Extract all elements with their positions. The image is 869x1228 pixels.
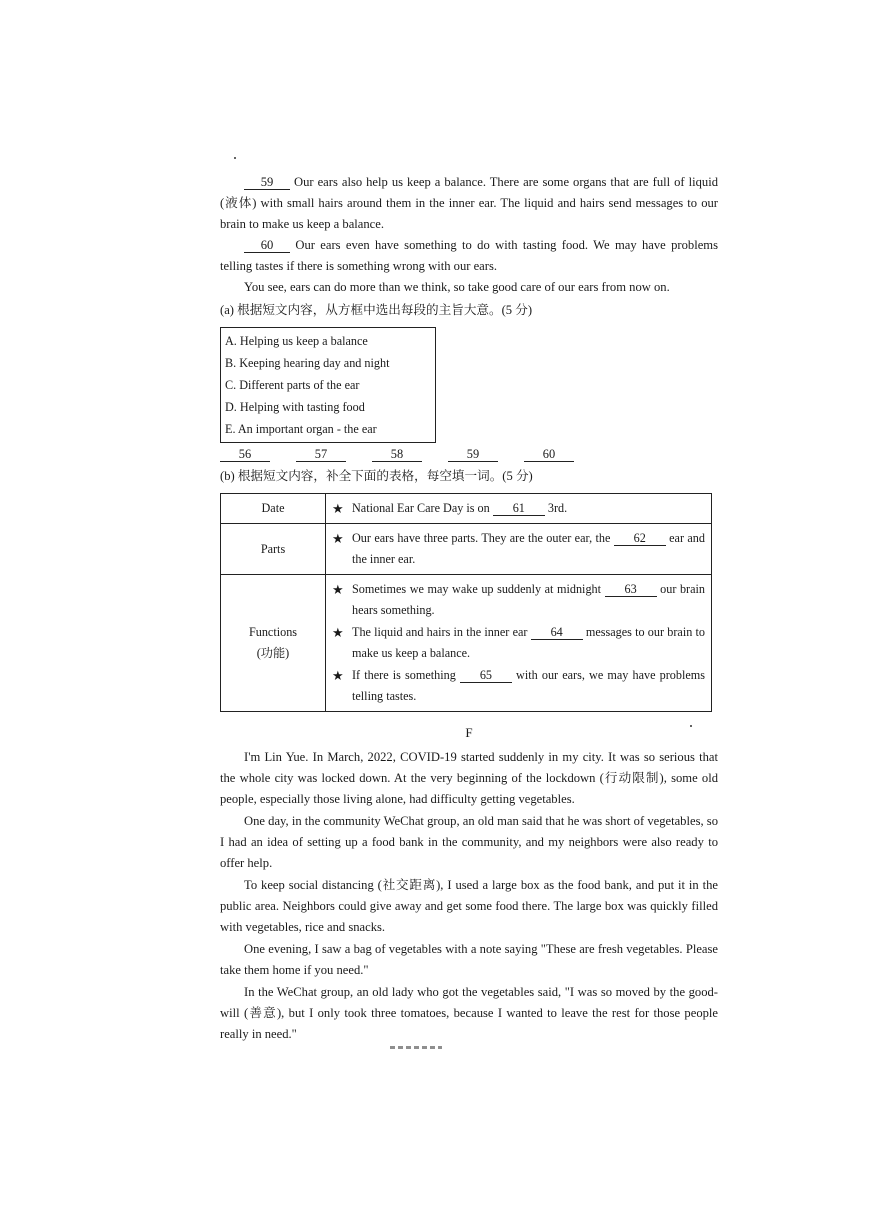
- blank-65[interactable]: 65: [460, 668, 512, 683]
- star-icon: ★: [332, 531, 344, 546]
- option-d: D. Helping with tasting food: [225, 400, 365, 414]
- answer-blanks: [220, 447, 718, 462]
- paragraph-60-text: Our ears even have something to do with tasting food. We may have problems telling tastes if there is something wrong with our ears.: [220, 238, 718, 273]
- row-label-date: Date: [221, 494, 326, 524]
- row-label-parts: Parts: [221, 524, 326, 575]
- paragraph-60: [220, 235, 718, 277]
- worksheet-page: [220, 172, 718, 1046]
- row-content-parts: ★ Our ears have three parts. They are the outer ear, the 62 ear and the inner ear.: [326, 524, 712, 575]
- blank-61[interactable]: 61: [493, 501, 545, 516]
- answer-blank-56[interactable]: 56: [220, 447, 270, 462]
- section-heading-f: F: [465, 725, 473, 740]
- option-c: C. Different parts of the ear: [225, 378, 360, 392]
- blank-62[interactable]: 62: [614, 531, 666, 546]
- paragraph-59: [220, 172, 718, 235]
- blank-63[interactable]: 63: [605, 582, 657, 597]
- passage-paragraph: In the WeChat group, an old lady who got the vegetables said, "I was so moved by the good-will (善意), but I only took three tomatoes, because I wanted to leave the rest for those people really in need.": [220, 985, 718, 1041]
- passage-paragraph: I'm Lin Yue. In March, 2022, COVID-19 started suddenly in my city. It was so serious that the whole city was locked down. At the very beginning of the lockdown (行动限制), some old people, especially those living alone, had difficulty getting vegetables.: [220, 750, 718, 806]
- star-icon: ★: [332, 668, 344, 683]
- blank-60[interactable]: 60: [244, 238, 290, 253]
- star-icon: ★: [332, 582, 344, 597]
- paragraph-59-text: Our ears also help us keep a balance. There are some organs that are full of liquid (液体) with small hairs around them in the inner ear. The liquid and hairs send messages to our brain to make us keep a balance.: [220, 175, 718, 231]
- table-row-date: [221, 494, 712, 524]
- star-icon: ★: [332, 501, 344, 516]
- passage-paragraph: One day, in the community WeChat group, an old man said that he was short of vegetables, so I had an idea of setting up a food bank in the community, and my neighbors were also ready to offer help.: [220, 814, 718, 870]
- row-content-date: ★ National Ear Care Day is on 61 3rd.: [326, 494, 712, 524]
- options-box: [220, 327, 436, 443]
- star-icon: ★: [332, 625, 344, 640]
- part-a-instruction: (a) 根据短文内容，从方框中选出每段的主旨大意。(5 分): [220, 303, 533, 317]
- row-content-functions: ★ Sometimes we may wake up suddenly at midnight 63 our brain hears something. ★ The liquid and hairs in the inner ear 64 messages to our brain to make us keep a balance. ★ If there is something 65 with our ears, we may have problems telling tastes.: [326, 575, 712, 712]
- row-label-functions: Functions (功能): [221, 575, 326, 712]
- passage-paragraph: To keep social distancing (社交距离), I used a large box as the food bank, and put it in the public area. Neighbors could give away and get some food there. The large box was quickly filled with vegetables, rice and snacks.: [220, 878, 718, 934]
- answer-blank-57[interactable]: 57: [296, 447, 346, 462]
- table-row-functions: [221, 575, 712, 712]
- blank-64[interactable]: 64: [531, 625, 583, 640]
- answer-blank-58[interactable]: 58: [372, 447, 422, 462]
- table-row-parts: [221, 524, 712, 575]
- option-a: A. Helping us keep a balance: [225, 334, 368, 348]
- closing-sentence: You see, ears can do more than we think, so take good care of our ears from now on.: [244, 280, 670, 294]
- page-footer-mark: [390, 1046, 442, 1049]
- answer-blank-60[interactable]: 60: [524, 447, 574, 462]
- passage-f: [220, 747, 718, 1045]
- passage-paragraph: One evening, I saw a bag of vegetables with a note saying "These are fresh vegetables. Please take them home if you need.": [220, 942, 718, 977]
- blank-59[interactable]: 59: [244, 175, 290, 190]
- scan-speck: [234, 157, 236, 159]
- part-b-instruction: (b) 根据短文内容，补全下面的表格，每空填一词。(5 分): [220, 469, 533, 483]
- ear-facts-table: [220, 493, 712, 712]
- option-e: E. An important organ - the ear: [225, 422, 377, 436]
- option-b: B. Keeping hearing day and night: [225, 356, 390, 370]
- answer-blank-59[interactable]: 59: [448, 447, 498, 462]
